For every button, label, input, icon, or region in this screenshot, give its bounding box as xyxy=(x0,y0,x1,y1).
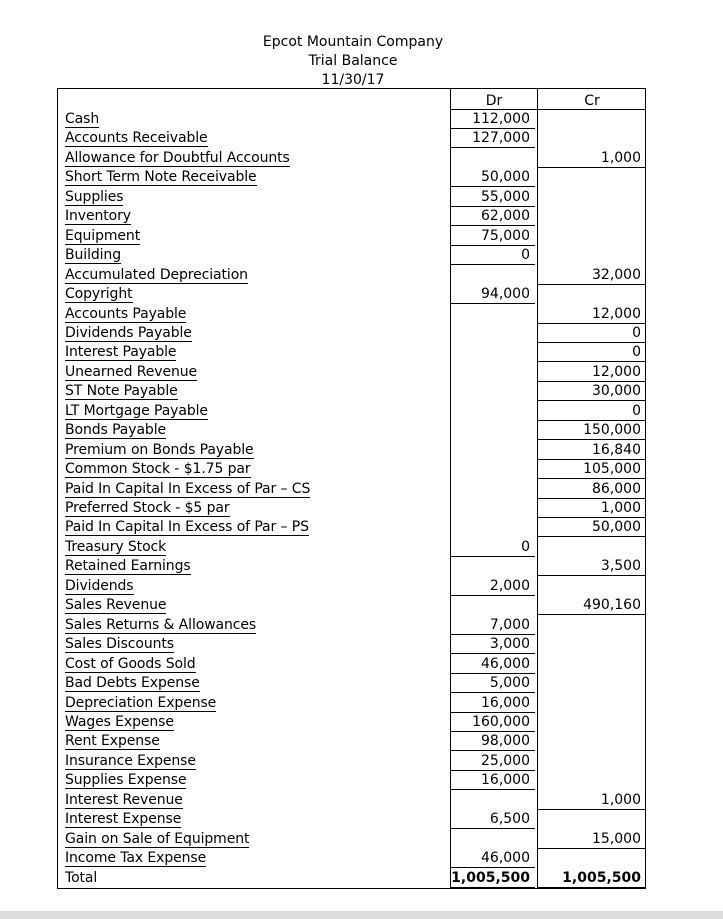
debit-amount: 2,000 xyxy=(489,577,530,594)
total-row xyxy=(57,869,646,888)
account-name-text: Short Term Note Receivable xyxy=(65,169,257,186)
account-name xyxy=(65,168,257,186)
account-name-underline xyxy=(65,322,186,323)
table-row xyxy=(57,402,646,421)
account-name xyxy=(65,752,196,770)
account-name-underline xyxy=(65,769,196,770)
table-row xyxy=(57,732,646,751)
account-name-text: Accounts Receivable xyxy=(65,130,208,147)
debit-amount: 3,000 xyxy=(489,636,530,653)
account-name xyxy=(65,557,191,575)
table-row xyxy=(57,557,646,576)
table-row xyxy=(57,382,646,401)
account-name-underline xyxy=(65,633,256,634)
credit-amount: 3,500 xyxy=(600,558,641,575)
table-top-border xyxy=(57,88,646,89)
table-bottom-border xyxy=(57,888,646,889)
credit-amount: 1,000 xyxy=(600,149,641,166)
account-name xyxy=(65,732,160,750)
table-row xyxy=(57,635,646,654)
account-name-text: Inventory xyxy=(65,208,131,225)
account-name xyxy=(65,110,99,128)
account-name-underline xyxy=(65,711,216,712)
account-name xyxy=(65,402,208,420)
credit-amount: 32,000 xyxy=(592,266,641,283)
account-name-text: Allowance for Doubtful Accounts xyxy=(65,149,290,166)
account-name xyxy=(65,246,121,264)
account-name xyxy=(65,635,174,653)
account-name xyxy=(65,771,186,789)
account-name-text: Equipment xyxy=(65,227,141,244)
account-name-underline xyxy=(65,166,290,167)
table-row xyxy=(57,460,646,479)
account-name xyxy=(65,382,178,400)
account-name-underline xyxy=(65,847,249,848)
table-row xyxy=(57,518,646,537)
account-name-text: Total xyxy=(65,869,98,886)
credit-amount: 12,000 xyxy=(592,363,641,380)
table-row xyxy=(57,324,646,343)
account-name xyxy=(65,616,256,634)
table-row xyxy=(57,480,646,499)
table-row xyxy=(57,168,646,187)
credit-amount: 86,000 xyxy=(592,480,641,497)
trial-balance-table xyxy=(57,88,646,889)
account-name-underline xyxy=(65,283,248,284)
table-row xyxy=(57,830,646,849)
debit-amount: 1,005,500 xyxy=(451,869,530,886)
report-date: 11/30/17 xyxy=(321,72,385,88)
debit-amount: 55,000 xyxy=(481,188,530,205)
account-name-text: Interest Payable xyxy=(65,344,177,361)
table-row xyxy=(57,207,646,226)
debit-amount: 5,000 xyxy=(489,675,530,692)
account-name-text: Bonds Payable xyxy=(65,422,167,439)
credit-amount: 1,005,500 xyxy=(562,869,641,886)
account-name-underline xyxy=(65,788,186,789)
debit-amount: 16,000 xyxy=(481,694,530,711)
table-row xyxy=(57,110,646,129)
account-name-text: Wages Expense xyxy=(65,713,174,730)
account-name xyxy=(65,480,310,498)
credit-amount: 30,000 xyxy=(592,383,641,400)
account-name-underline xyxy=(65,672,196,673)
account-name-underline xyxy=(65,127,99,128)
credit-amount: 12,000 xyxy=(592,305,641,322)
table-row xyxy=(57,771,646,790)
dr-column-header: Dr xyxy=(485,93,503,109)
table-row xyxy=(57,188,646,207)
account-name-text: Dividends xyxy=(65,577,134,594)
debit-amount: 16,000 xyxy=(481,772,530,789)
account-name-text: Retained Earnings xyxy=(65,558,191,575)
account-name-underline xyxy=(65,730,174,731)
account-name-text: Building xyxy=(65,247,121,264)
account-name-underline xyxy=(65,399,178,400)
debit-amount: 46,000 xyxy=(481,850,530,867)
account-name-underline xyxy=(65,652,174,653)
debit-amount: 62,000 xyxy=(481,208,530,225)
account-name-underline xyxy=(65,749,160,750)
table-row xyxy=(57,129,646,148)
debit-amount: 0 xyxy=(521,538,530,555)
debit-amount: 7,000 xyxy=(489,616,530,633)
credit-amount: 105,000 xyxy=(583,461,641,478)
account-name-text: Common Stock - $1.75 par xyxy=(65,461,251,478)
account-name xyxy=(65,285,133,303)
account-name xyxy=(65,441,254,459)
debit-amount: 0 xyxy=(521,247,530,264)
account-name-text: Accumulated Depreciation xyxy=(65,266,248,283)
cr-column-header: Cr xyxy=(584,93,600,109)
table-row xyxy=(57,227,646,246)
account-name xyxy=(65,713,174,731)
account-name xyxy=(65,149,290,167)
table-row xyxy=(57,246,646,265)
table-row xyxy=(57,499,646,518)
account-name-underline xyxy=(65,808,183,809)
account-name-text: Interest Expense xyxy=(65,811,182,828)
account-name-text: Dividends Payable xyxy=(65,324,192,341)
report-header xyxy=(258,33,448,90)
account-name-text: Bad Debts Expense xyxy=(65,675,200,692)
account-name-underline xyxy=(65,594,134,595)
account-name xyxy=(65,305,186,323)
debit-amount: 112,000 xyxy=(472,111,530,127)
credit-amount: 0 xyxy=(632,402,641,419)
account-name xyxy=(65,596,166,614)
account-name-underline xyxy=(65,244,140,245)
account-name xyxy=(65,674,200,692)
debit-amount: 6,500 xyxy=(489,811,530,828)
credit-amount: 0 xyxy=(632,344,641,361)
account-name-underline xyxy=(65,535,309,536)
account-name-underline xyxy=(65,205,123,206)
debit-amount: 25,000 xyxy=(481,752,530,769)
account-name-text: Insurance Expense xyxy=(65,752,196,769)
account-name-text: Interest Revenue xyxy=(65,791,183,808)
account-name-text: Preferred Stock - $5 par xyxy=(65,500,230,516)
account-name-underline xyxy=(65,438,166,439)
debit-amount: 127,000 xyxy=(472,130,530,147)
table-row xyxy=(57,713,646,732)
account-name-text: Supplies Expense xyxy=(65,772,187,789)
debit-amount: 98,000 xyxy=(481,733,530,750)
account-name-text: Cash xyxy=(65,111,100,127)
credit-amount: 150,000 xyxy=(583,422,641,439)
table-row xyxy=(57,810,646,829)
table-row xyxy=(57,421,646,440)
account-name-underline xyxy=(65,516,230,517)
table-row xyxy=(57,305,646,324)
account-name-text: Sales Discounts xyxy=(65,636,174,653)
account-name xyxy=(65,538,166,556)
account-name-text: LT Mortgage Payable xyxy=(65,402,208,419)
account-name-text: Paid In Capital In Excess of Par – CS xyxy=(65,480,311,497)
account-name xyxy=(65,343,176,361)
account-name-underline xyxy=(65,302,133,303)
account-name-underline xyxy=(65,341,192,342)
table-row xyxy=(57,655,646,674)
account-name xyxy=(65,227,140,245)
account-name xyxy=(65,577,134,595)
account-name-underline xyxy=(65,477,251,478)
debit-amount: 160,000 xyxy=(472,713,530,730)
account-name-underline xyxy=(65,380,197,381)
account-name xyxy=(65,421,166,439)
account-name xyxy=(65,188,123,206)
table-row xyxy=(57,616,646,635)
account-name xyxy=(65,849,206,867)
table-row xyxy=(57,791,646,810)
account-name xyxy=(65,655,196,673)
account-name xyxy=(65,499,230,517)
table-row xyxy=(57,596,646,615)
account-name xyxy=(65,207,131,225)
account-name-text: Premium on Bonds Payable xyxy=(65,441,254,458)
account-name xyxy=(65,830,249,848)
account-name-underline xyxy=(65,263,121,264)
credit-amount: 50,000 xyxy=(592,519,641,536)
table-row xyxy=(57,266,646,285)
credit-amount: 490,160 xyxy=(583,597,641,614)
account-name-text: Rent Expense xyxy=(65,733,160,750)
account-name-text: Treasury Stock xyxy=(65,538,167,555)
account-name-underline xyxy=(65,574,191,575)
table-row xyxy=(57,577,646,596)
account-name xyxy=(65,266,248,284)
debit-amount: 46,000 xyxy=(481,655,530,672)
account-name-text: Income Tax Expense xyxy=(65,850,207,867)
account-name-text: Unearned Revenue xyxy=(65,363,198,380)
report-title: Trial Balance xyxy=(308,53,398,69)
credit-amount: 16,840 xyxy=(592,441,641,458)
account-name-underline xyxy=(65,866,206,867)
account-name xyxy=(65,869,97,887)
account-name-underline xyxy=(65,458,254,459)
account-name xyxy=(65,694,216,712)
account-name-text: Copyright xyxy=(65,286,133,303)
account-name-text: Cost of Goods Sold xyxy=(65,655,196,672)
account-name xyxy=(65,460,251,478)
table-row xyxy=(57,849,646,868)
account-name-text: Sales Revenue xyxy=(65,597,167,614)
account-name-underline xyxy=(65,419,208,420)
account-name-underline xyxy=(65,497,310,498)
company-name: Epcot Mountain Company xyxy=(262,34,444,50)
account-name-underline xyxy=(65,360,176,361)
credit-amount: 0 xyxy=(632,324,641,341)
debit-amount: 75,000 xyxy=(481,227,530,244)
account-name xyxy=(65,363,197,381)
page-bottom-edge xyxy=(0,911,723,919)
account-name xyxy=(65,810,181,828)
table-row xyxy=(57,441,646,460)
table-row xyxy=(57,363,646,382)
table-row xyxy=(57,674,646,693)
account-name-text: Gain on Sale of Equipment xyxy=(65,830,250,847)
account-name-underline xyxy=(65,224,131,225)
account-name-underline xyxy=(65,827,181,828)
account-name-text: Depreciation Expense xyxy=(65,694,217,711)
account-name-underline xyxy=(65,146,208,147)
account-name-underline xyxy=(65,185,257,186)
table-row xyxy=(57,752,646,771)
table-row xyxy=(57,538,646,557)
debit-amount: 94,000 xyxy=(481,286,530,303)
account-name-underline xyxy=(65,691,200,692)
account-name-text: Paid In Capital In Excess of Par – PS xyxy=(65,519,309,536)
account-name xyxy=(65,791,183,809)
table-row xyxy=(57,149,646,168)
table-row xyxy=(57,285,646,304)
account-name-text: Supplies xyxy=(65,188,124,205)
account-name-text: ST Note Payable xyxy=(65,383,178,400)
account-name-text: Sales Returns & Allowances xyxy=(65,616,257,633)
credit-amount: 1,000 xyxy=(600,500,641,516)
account-name xyxy=(65,324,192,342)
table-row xyxy=(57,343,646,362)
account-name-underline xyxy=(65,613,166,614)
credit-amount: 15,000 xyxy=(592,830,641,847)
account-name-text: Accounts Payable xyxy=(65,305,187,322)
account-name-underline xyxy=(65,555,166,556)
account-name xyxy=(65,129,208,147)
table-row xyxy=(57,694,646,713)
credit-amount: 1,000 xyxy=(600,791,641,808)
account-name xyxy=(65,518,309,536)
debit-amount: 50,000 xyxy=(481,169,530,186)
